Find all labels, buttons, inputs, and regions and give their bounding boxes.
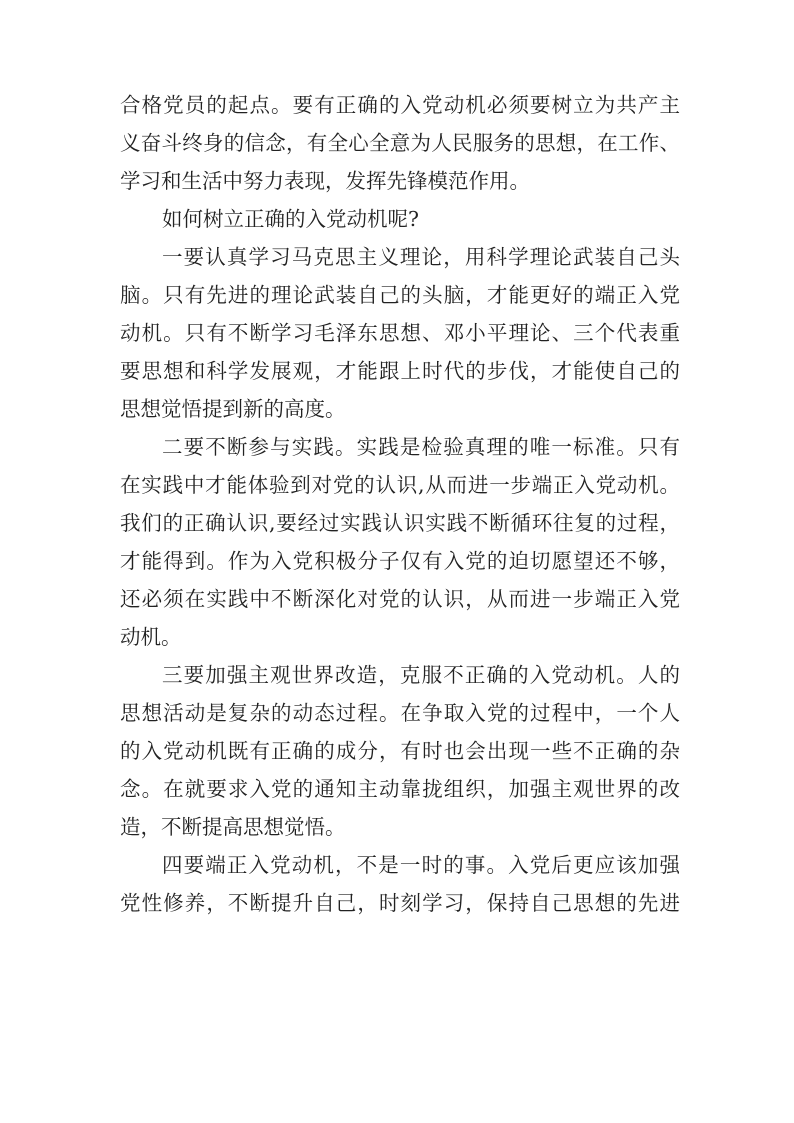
- paragraph-question: [120, 200, 680, 238]
- text-line: 三要加强主观世界改造，克服不正确的入党动机。人的: [162, 663, 680, 687]
- text-line: 才能得到。作为入党积极分子仅有入党的迫切愿望还不够，: [120, 549, 680, 573]
- text-line: 动机。: [120, 625, 182, 649]
- text-line: 要思想和科学发展观，才能跟上时代的步伐，才能使自己的: [120, 359, 680, 383]
- text-line: 念。在就要求入党的通知主动靠拢组织，加强主观世界的改: [120, 777, 680, 801]
- text-line: 学习和生活中努力表现，发挥先锋模范作用。: [120, 169, 530, 193]
- text-line: 思想活动是复杂的动态过程。在争取入党的过程中，一个人: [120, 701, 680, 725]
- text-line: 脑。只有先进的理论武装自己的头脑，才能更好的端正入党: [120, 283, 680, 307]
- text-line: 我们的正确认识,要经过实践认识实践不断循环往复的过程，: [120, 511, 680, 535]
- text-line: 党性修养，不断提升自己，时刻学习，保持自己思想的先进: [120, 891, 680, 915]
- paragraph-point-1: [120, 238, 680, 428]
- text-line: 四要端正入党动机，不是一时的事。入党后更应该加强: [162, 853, 680, 877]
- text-line: 合格党员的起点。要有正确的入党动机必须要树立为共产主: [120, 93, 680, 117]
- text-line: 动机。只有不断学习毛泽东思想、邓小平理论、三个代表重: [120, 321, 680, 345]
- text-line: 思想觉悟提到新的高度。: [120, 397, 346, 421]
- text-line: 二要不断参与实践。实践是检验真理的唯一标准。只有: [162, 435, 680, 459]
- text-line: 还必须在实践中不断深化对党的认识，从而进一步端正入党: [120, 587, 680, 611]
- paragraph-point-2: [120, 428, 680, 656]
- text-line: 一要认真学习马克思主义理论，用科学理论武装自己头: [162, 245, 680, 269]
- section-question: 如何树立正确的入党动机呢?: [162, 207, 419, 231]
- paragraph-1: [120, 86, 680, 200]
- text-line: 在实践中才能体验到对党的认识,从而进一步端正入党动机。: [120, 473, 680, 497]
- text-line: 的入党动机既有正确的成分，有时也会出现一些不正确的杂: [120, 739, 680, 763]
- text-line: 造，不断提高思想觉悟。: [120, 815, 346, 839]
- paragraph-point-3: [120, 656, 680, 846]
- text-line: 义奋斗终身的信念，有全心全意为人民服务的思想，在工作、: [120, 131, 680, 155]
- paragraph-point-4: [120, 846, 680, 922]
- document-body: [120, 86, 680, 922]
